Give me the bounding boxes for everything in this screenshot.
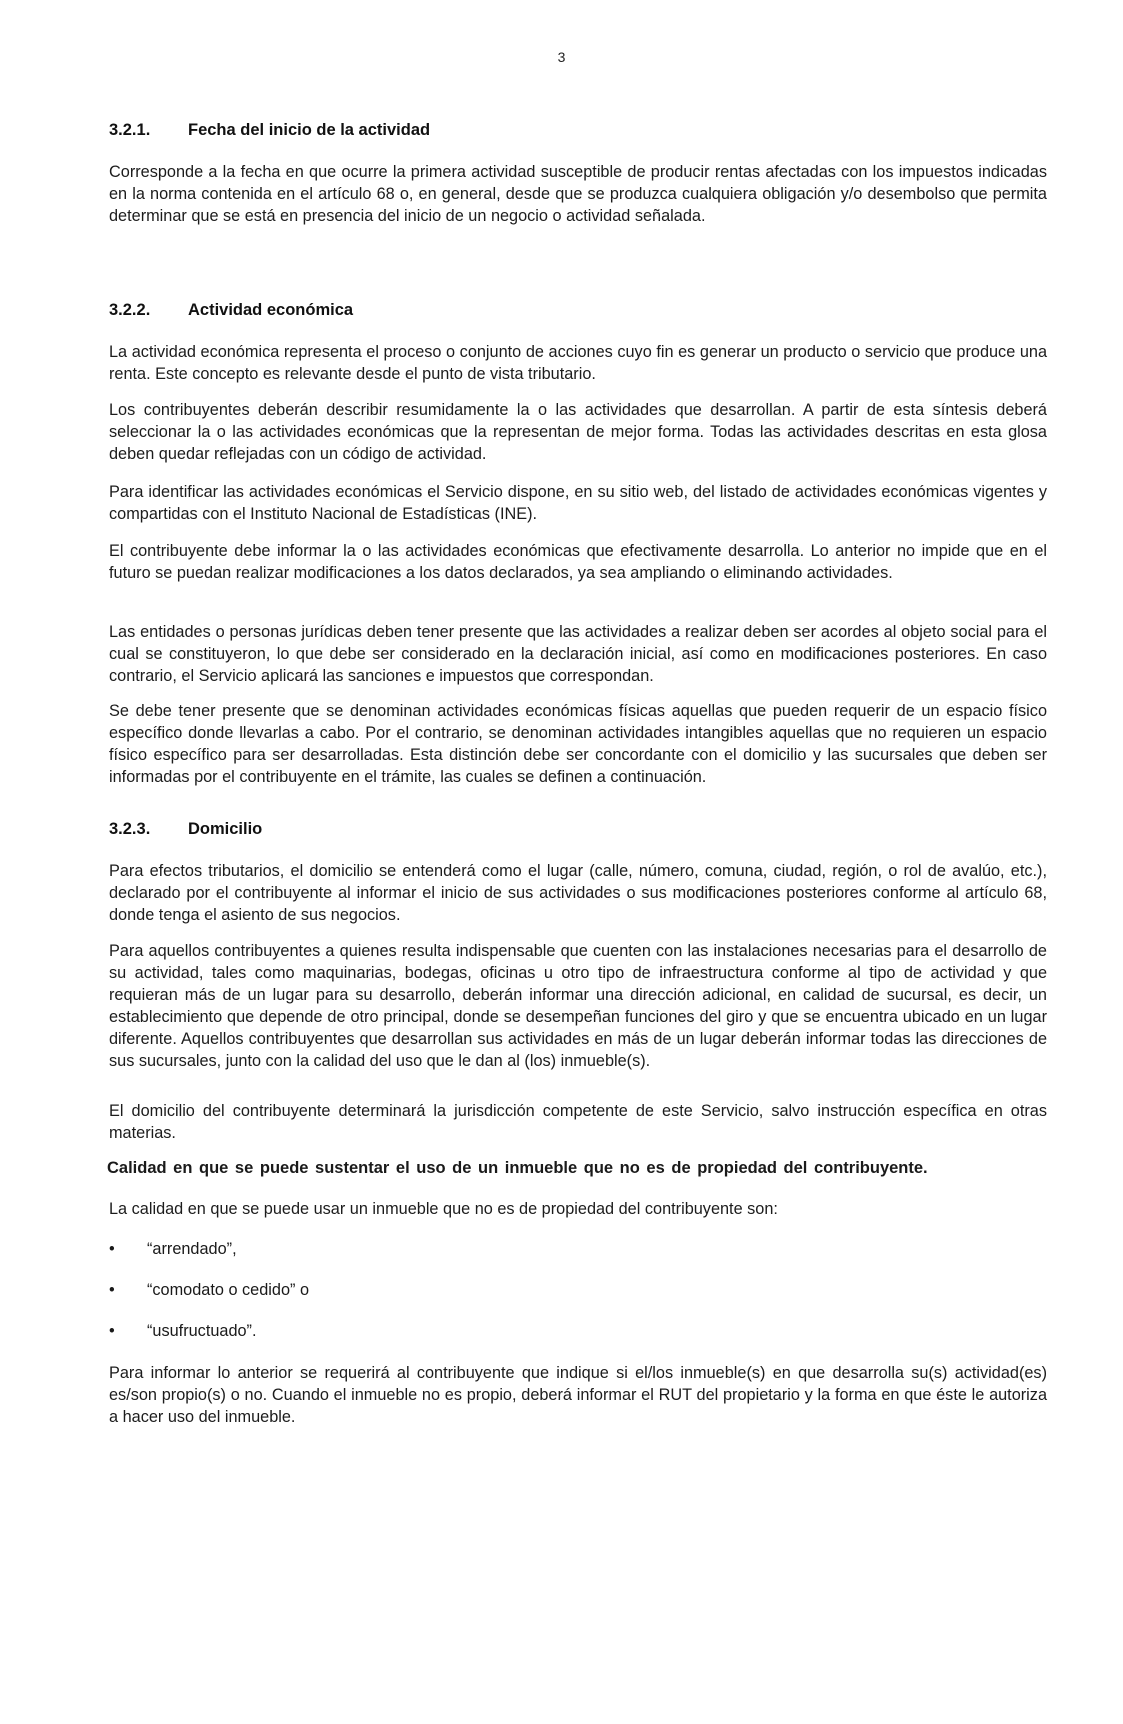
bullet-icon: • xyxy=(109,1322,115,1340)
section-title: Actividad económica xyxy=(188,301,354,319)
paragraph: Para identificar las actividades económicas el Servicio dispone, en su sitio web, del listado de actividades económicas vigentes y compartidas con el Instituto Nacional de Estadísticas (INE). xyxy=(109,483,1047,523)
paragraph: Se debe tener presente que se denominan actividades económicas físicas aquellas que pueden requerir de un espacio físico específico donde llevarlas a cabo. Por el contrario, se denominan actividades intangibles aquellas que no requieren un espacio físico específico para ser desarrolladas. Esta distinción debe ser concordante con el domicilio y las sucursales que deben ser informadas por el contribuyente en el trámite, las cuales se definen a continuación. xyxy=(109,702,1047,786)
list-item xyxy=(109,1322,257,1341)
section-number: 3.2.3. xyxy=(109,820,151,838)
paragraph: El domicilio del contribuyente determinará la jurisdicción competente de este Servicio, salvo instrucción específica en otras materias. xyxy=(109,1102,1047,1142)
paragraph: La actividad económica representa el proceso o conjunto de acciones cuyo fin es generar un producto o servicio que produce una renta. Este concepto es relevante desde el punto de vista tributario. xyxy=(109,343,1047,383)
paragraph: Corresponde a la fecha en que ocurre la primera actividad susceptible de producir rentas afectadas con los impuestos indicadas en la norma contenida en el artículo 68 o, en general, desde que se produzca cualquiera obligación y/o desembolso que permita determinar que se está en presencia del inicio de un negocio o actividad señalada. xyxy=(109,163,1047,225)
section-title: Fecha del inicio de la actividad xyxy=(188,121,431,139)
list-item-text: “usufructuado”. xyxy=(147,1322,257,1340)
list-item-text: “comodato o cedido” o xyxy=(147,1281,310,1299)
section-number: 3.2.1. xyxy=(109,121,151,139)
paragraph: La calidad en que se puede usar un inmueble que no es de propiedad del contribuyente son: xyxy=(109,1200,778,1218)
bullet-icon: • xyxy=(109,1281,115,1299)
paragraph: Los contribuyentes deberán describir resumidamente la o las actividades que desarrollan. A partir de esta síntesis deberá seleccionar la o las actividades económicas que la representan de mejor forma. Todas las actividades descritas en esta glosa deben quedar reflejadas con un código de actividad. xyxy=(109,401,1047,463)
list-item-text: “arrendado”, xyxy=(147,1240,237,1258)
paragraph: Para efectos tributarios, el domicilio se entenderá como el lugar (calle, número, comuna, ciudad, región, o rol de avalúo, etc.), declarado por el contribuyente al informar el inicio de sus actividades o sus modificaciones posteriores conforme al artículo 68, donde tenga el asiento de sus negocios. xyxy=(109,862,1047,924)
page-number: 3 xyxy=(557,49,566,65)
paragraph: Para informar lo anterior se requerirá al contribuyente que indique si el/los inmueble(s) en que desarrolla su(s) actividad(es) es/son propio(s) o no. Cuando el inmueble no es propio, deberá informar el RUT del propietario y la forma en que éste le autoriza a hacer uso del inmueble. xyxy=(109,1364,1047,1426)
section-title: Domicilio xyxy=(188,820,263,838)
section-number: 3.2.2. xyxy=(109,301,151,319)
bullet-icon: • xyxy=(109,1240,115,1258)
subheading: Calidad en que se puede sustentar el uso de un inmueble que no es de propiedad del contribuyente. xyxy=(107,1159,928,1177)
section-heading-3-2-1 xyxy=(109,121,430,140)
section-heading-3-2-2 xyxy=(109,301,353,320)
paragraph: El contribuyente debe informar la o las actividades económicas que efectivamente desarrolla. Lo anterior no impide que en el futuro se puedan realizar modificaciones a los datos declarados, ya sea ampliando o eliminando actividades. xyxy=(109,542,1047,582)
list-item xyxy=(109,1281,309,1300)
paragraph: Las entidades o personas jurídicas deben tener presente que las actividades a realizar deben ser acordes al objeto social para el cual se constituyeron, lo que debe ser considerado en la declaración inicial, así como en modificaciones posteriores. En caso contrario, el Servicio aplicará las sanciones e impuestos que correspondan. xyxy=(109,623,1047,685)
paragraph: Para aquellos contribuyentes a quienes resulta indispensable que cuenten con las instalaciones necesarias para el desarrollo de su actividad, tales como maquinarias, bodegas, oficinas u otro tipo de infraestructura conforme al tipo de actividad y que requieran más de un lugar para su desarrollo, deberán informar una dirección adicional, en calidad de sucursal, es decir, un establecimiento que depende de otro principal, donde se desempeñan funciones del giro y que se encuentra ubicado en un lugar diferente. Aquellos contribuyentes que desarrollan sus actividades en más de un lugar deberán informar todas las direcciones de sus sucursales, junto con la calidad del uso que le dan al (los) inmueble(s). xyxy=(109,942,1047,1070)
list-item xyxy=(109,1240,237,1259)
section-heading-3-2-3 xyxy=(109,820,262,839)
